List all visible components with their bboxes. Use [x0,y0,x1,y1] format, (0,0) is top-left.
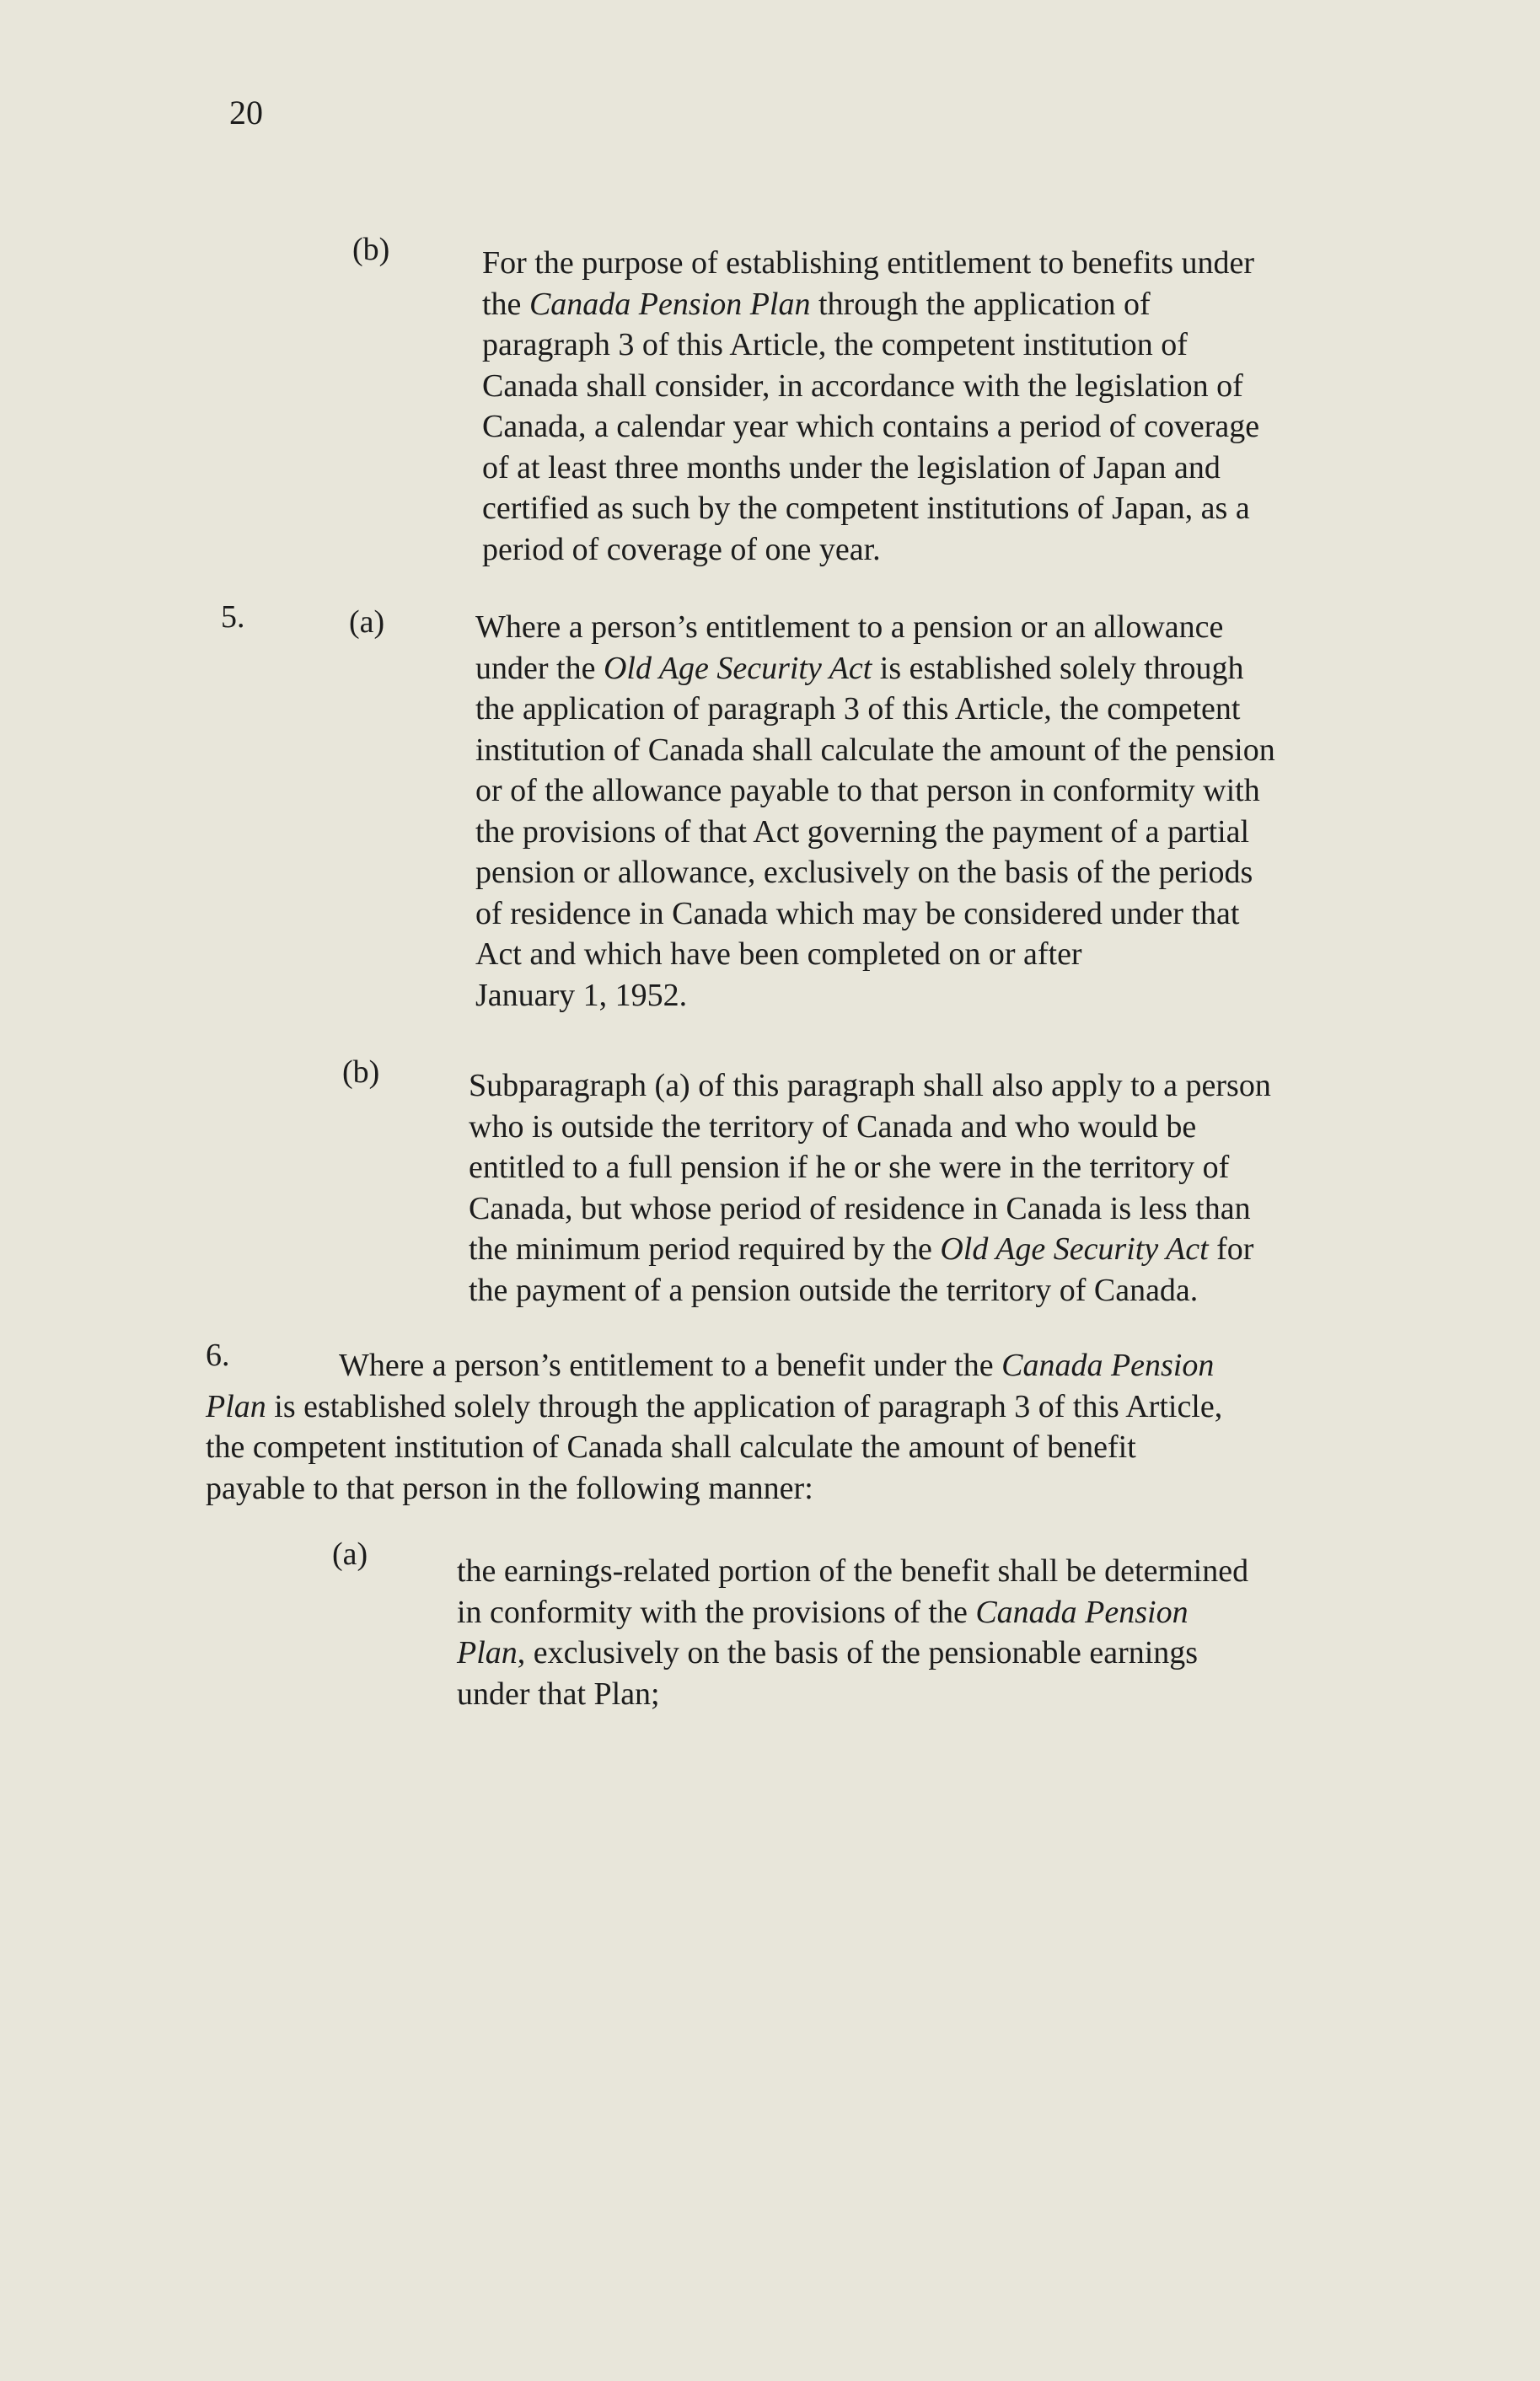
para5a-text [475,607,1386,1016]
italic-title: Canada Pension Plan [529,286,811,322]
text-line: Plan, exclusively on the basis of the pensionable earnings [457,1635,1199,1670]
page-number: 20 [229,94,263,131]
text-line: the provisions of that Act governing the payment of a partial [475,813,1250,850]
text-line: of at least three months under the legislation of Japan and [482,449,1221,485]
text-line: under the Old Age Security Act is established solely through [475,650,1244,686]
text-line: of residence in Canada which may be considered under that [475,895,1240,931]
text-line: Where a person’s entitlement to a benefit under the Canada Pension [339,1348,1215,1383]
text-line: period of coverage of one year. [482,531,881,567]
text-line: the payment of a pension outside the territory of Canada. [469,1272,1199,1308]
text-line: in conformity with the provisions of the Canada Pension [457,1594,1189,1630]
para4b-text [482,243,1367,570]
para6a-label: (a) [332,1536,368,1572]
text-line: Canada, but whose period of residence in Canada is less than [469,1190,1251,1226]
text-line: Canada, a calendar year which contains a period of coverage [482,409,1260,444]
para5-number: 5. [221,599,245,635]
text-line: paragraph 3 of this Article, the competent institution of [482,327,1188,362]
para5b-text [469,1065,1379,1311]
text-line: the earnings-related portion of the benefit shall be determined [457,1553,1249,1589]
italic-title: Old Age Security Act [940,1231,1209,1267]
text-line: certified as such by the competent institutions of Japan, as a [482,491,1250,526]
italic-title: Old Age Security Act [603,650,872,686]
text-line: Canada shall consider, in accordance with the legislation of [482,367,1243,404]
text-line: the application of paragraph 3 of this Article, the competent [475,691,1241,727]
text-line: Plan is established solely through the application of paragraph 3 of this Article, [206,1388,1223,1424]
text-line: January 1, 1952. [475,977,688,1013]
text-line: payable to that person in the following manner: [206,1470,813,1506]
text-line: Act and which have been completed on or after [475,936,1082,972]
para6a-text [457,1551,1367,1714]
text-line: pension or allowance, exclusively on the basis of the periods [475,855,1253,890]
para6-number: 6. [206,1338,230,1373]
text-line: institution of Canada shall calculate the amount of the pension [475,732,1275,768]
italic-title: Plan [206,1388,266,1424]
text-line: the competent institution of Canada shall calculate the amount of benefit [206,1429,1136,1465]
text-line: or of the allowance payable to that person in conformity with [475,773,1260,808]
text-line: under that Plan; [457,1676,660,1712]
para4b-label: (b) [352,232,390,267]
text-line: the Canada Pension Plan through the application of [482,286,1151,322]
text-line: entitled to a full pension if he or she were in the territory of [469,1150,1230,1185]
para5a-label: (a) [349,604,385,640]
para6-text [206,1345,1360,1509]
para5b-label: (b) [342,1054,380,1090]
text-line: Subparagraph (a) of this paragraph shall also apply to a person [469,1068,1271,1103]
italic-title: Plan [457,1635,518,1670]
italic-title: Canada Pension [1001,1348,1215,1383]
text-line: For the purpose of establishing entitlement to benefits under [482,245,1255,281]
text-line: the minimum period required by the Old Age Security Act for [469,1231,1254,1267]
text-line: who is outside the territory of Canada and who would be [469,1108,1197,1145]
text-line: Where a person’s entitlement to a pension or an allowance [475,609,1224,645]
italic-title: Canada Pension [975,1594,1189,1630]
